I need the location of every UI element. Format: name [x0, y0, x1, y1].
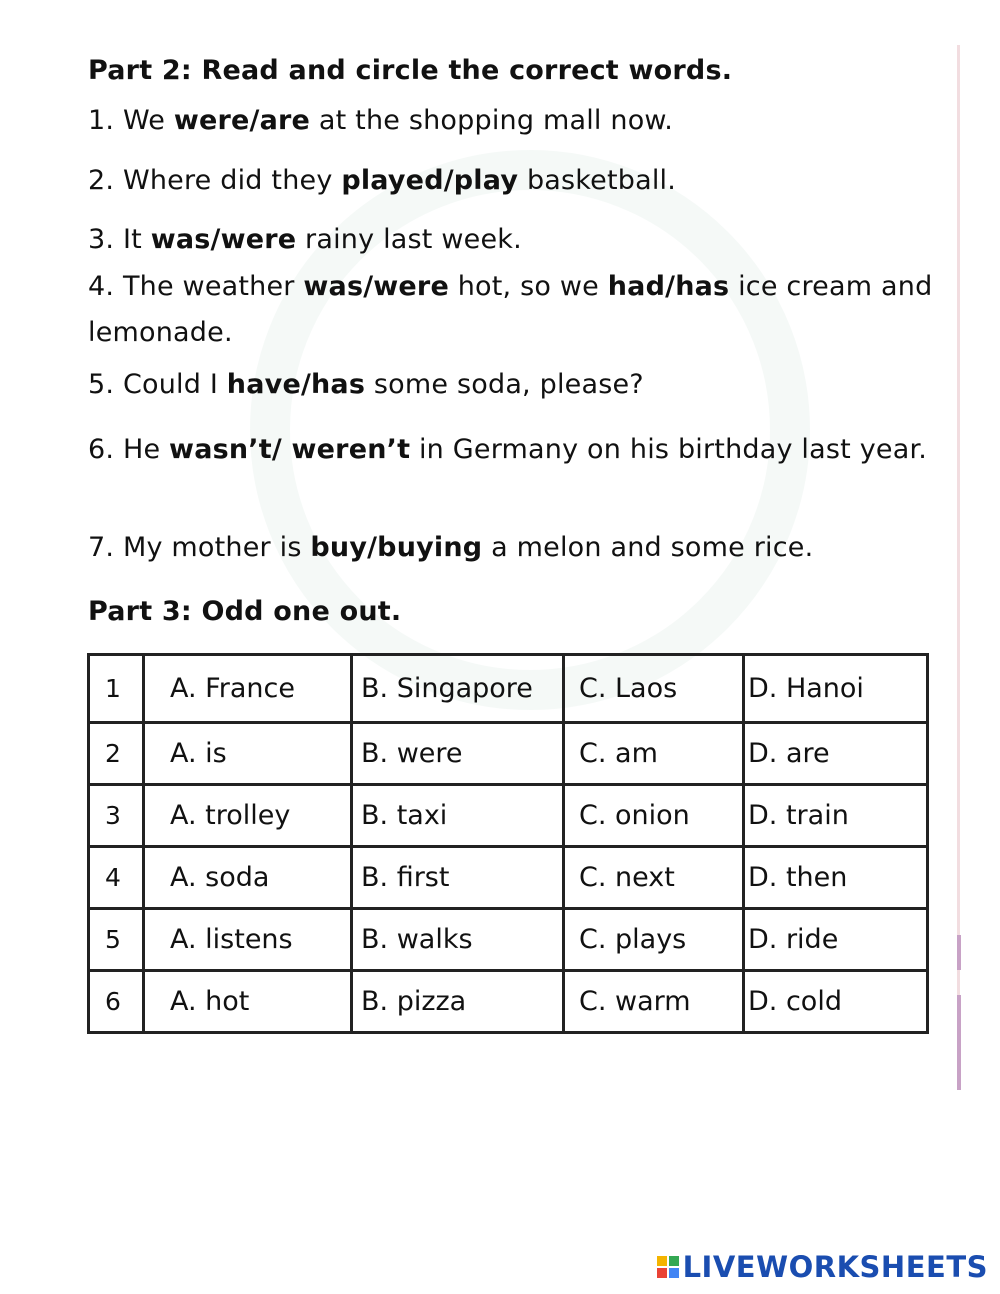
- option-d[interactable]: D. Hanoi: [744, 655, 928, 723]
- option-a[interactable]: A. trolley: [144, 785, 352, 847]
- answer-options[interactable]: was/were: [150, 224, 297, 255]
- question-1: 1. We were/are at the shopping mall now.: [88, 105, 674, 136]
- option-b[interactable]: B. first: [352, 847, 564, 909]
- option-c[interactable]: C. warm: [564, 971, 744, 1033]
- option-a[interactable]: A. is: [144, 723, 352, 785]
- question-4: 4. The weather was/were hot, so we had/has ice cream and lemonade.: [88, 271, 933, 348]
- table-row: [89, 971, 928, 1033]
- page-edge-mark: [957, 995, 961, 1090]
- logo-square-icon: [669, 1256, 679, 1266]
- option-a[interactable]: A. listens: [144, 909, 352, 971]
- answer-options[interactable]: played/play: [341, 165, 519, 196]
- row-number: 5: [89, 909, 144, 971]
- option-d[interactable]: D. ride: [744, 909, 928, 971]
- answer-options[interactable]: was/were: [303, 271, 449, 302]
- table-row: [89, 847, 928, 909]
- option-c[interactable]: C. Laos: [564, 655, 744, 723]
- table-row: [89, 785, 928, 847]
- option-d[interactable]: D. cold: [744, 971, 928, 1033]
- option-d[interactable]: D. train: [744, 785, 928, 847]
- logo-square-icon: [657, 1256, 667, 1266]
- option-d[interactable]: D. are: [744, 723, 928, 785]
- liveworksheets-logo-icon: [657, 1256, 679, 1278]
- logo-square-icon: [669, 1268, 679, 1278]
- option-b[interactable]: B. taxi: [352, 785, 564, 847]
- option-a[interactable]: A. hot: [144, 971, 352, 1033]
- option-c[interactable]: C. next: [564, 847, 744, 909]
- option-b[interactable]: B. were: [352, 723, 564, 785]
- option-c[interactable]: C. onion: [564, 785, 744, 847]
- option-d[interactable]: D. then: [744, 847, 928, 909]
- table-row: [89, 655, 928, 723]
- page-edge-mark: [957, 935, 961, 970]
- option-b[interactable]: B. Singapore: [352, 655, 564, 723]
- option-b[interactable]: B. walks: [352, 909, 564, 971]
- odd-one-out-table: [87, 653, 929, 1034]
- table-row: [89, 909, 928, 971]
- answer-options[interactable]: were/are: [173, 105, 311, 136]
- page-edge-line: [957, 45, 960, 1090]
- option-a[interactable]: A. soda: [144, 847, 352, 909]
- option-c[interactable]: C. plays: [564, 909, 744, 971]
- part2-heading: Part 2: Read and circle the correct words.: [88, 55, 733, 86]
- row-number: 3: [89, 785, 144, 847]
- option-a[interactable]: A. France: [144, 655, 352, 723]
- option-b[interactable]: B. pizza: [352, 971, 564, 1033]
- question-6: 6. He wasn’t/ weren’t in Germany on his birthday last year.: [88, 434, 928, 465]
- answer-options[interactable]: wasn’t/ weren’t: [169, 434, 411, 465]
- answer-options[interactable]: had/has: [607, 271, 730, 302]
- question-2: 2. Where did they played/play basketball.: [88, 165, 677, 196]
- question-3: 3. It was/were rainy last week.: [88, 224, 522, 255]
- row-number: 4: [89, 847, 144, 909]
- question-7: 7. My mother is buy/buying a melon and some rice.: [88, 532, 814, 563]
- row-number: 2: [89, 723, 144, 785]
- row-number: 6: [89, 971, 144, 1033]
- liveworksheets-logo[interactable]: [657, 1250, 988, 1284]
- question-5: 5. Could I have/has some soda, please?: [88, 369, 644, 400]
- logo-square-icon: [657, 1268, 667, 1278]
- answer-options[interactable]: buy/buying: [310, 532, 483, 563]
- brand-name: LIVEWORKSHEETS: [682, 1250, 988, 1284]
- option-c[interactable]: C. am: [564, 723, 744, 785]
- row-number: 1: [89, 655, 144, 723]
- table-row: [89, 723, 928, 785]
- part3-heading: Part 3: Odd one out.: [88, 596, 402, 627]
- answer-options[interactable]: have/has: [226, 369, 366, 400]
